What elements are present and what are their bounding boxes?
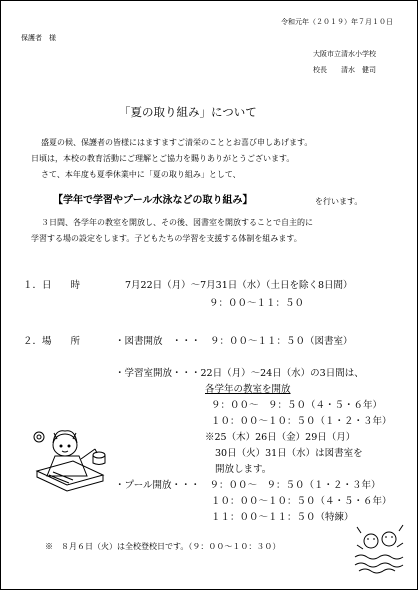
pool-time: １０：００～１０：５０（４・５・６年） (211, 496, 392, 507)
classroom-time: １０：００～１０：５０（１・２・３年） (211, 416, 392, 427)
body-text: ３日間、各学年の教室を開放し、その後、図書室を開放することで自主的に (41, 218, 313, 227)
document-title: 「夏の取り組み」について (119, 105, 257, 119)
school-name: 大阪市立清水小学校 (313, 50, 376, 58)
highlight-text: 【学年で学習やプール水泳などの取り組み】 (53, 195, 253, 206)
principal-name: 校長 清水 健司 (313, 66, 376, 74)
letter-date: 令和元年（２０１９）年７月１０日 (281, 18, 393, 26)
library-schedule: ・図書開放 ・・・ ９：００～１１：５０（図書室） (115, 336, 353, 347)
place-label: ２．場 所 (23, 336, 81, 347)
classroom-note: 各学年の教室を開放 (205, 384, 291, 395)
body-text: 日頃は，本校の教育活動にご理解とご協力を賜りありがとうございます。 (31, 154, 295, 163)
date-label: １．日 時 (23, 280, 81, 291)
classroom-note: 30日（火）31日（水）は図書室を (215, 448, 363, 459)
classroom-schedule: ・学習室開放・・・22日（月）～24日（水）の3日間は、 (115, 368, 364, 379)
date-range: 7月22日（月）～7月31日（水）（土日を除く8日間） (125, 280, 353, 291)
studying-child-illustration (19, 425, 111, 507)
pool-time: １１：００～１１：５０（特練） (211, 512, 354, 523)
highlight-suffix: を行います。 (315, 197, 363, 206)
recipient: 保護者 様 (21, 34, 56, 42)
classroom-time: ９：００～ ９：５０（４・５・６年） (211, 400, 383, 411)
classroom-note: ※25（木）26日（金）29日（月） (205, 432, 356, 443)
body-text: さて、本年度も夏季休業中に「夏の取り組み」として、 (41, 170, 241, 179)
swimming-children-illustration (353, 523, 409, 575)
attendance-note: ※ ８月６日（火）は全校登校日です。（９：００～１０：３０） (45, 542, 281, 551)
classroom-note: 開放します。 (215, 464, 272, 475)
body-text: 学習する場の設定をします。子どもたちの学習を支援する体制を組みます。 (31, 234, 302, 243)
pool-schedule: ・プール開放・・・ ９：００～ ９：５０（１・２・３年） (115, 480, 381, 491)
body-text: 盛夏の候、保護者の皆様にはますますご清栄のこととお喜び申しあげます。 (41, 138, 313, 147)
date-time: ９：００～１１：５０ (209, 298, 305, 309)
